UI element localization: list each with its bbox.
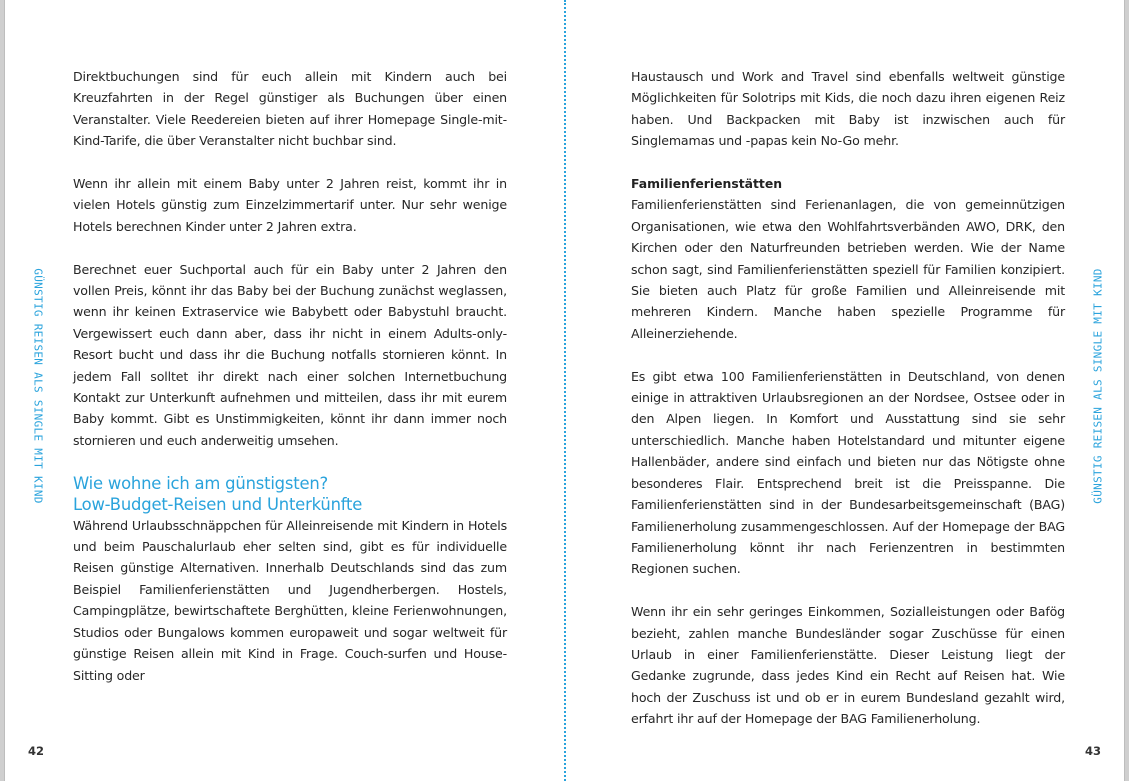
running-header-left: GÜNSTIG REISEN ALS SINGLE MIT KIND — [31, 268, 45, 504]
paragraph-cruise-bookings: Direktbuchungen sind für euch allein mit Kindern auch bei Kreuzfahrten in der Regel günstiger als Buchungen über einen Veranstalter. Viele Reedereien bieten auf ihrer Homepage Single-mit-Kind-Tarife, die über Veranstalter nicht buchbar sind. — [73, 69, 507, 149]
subheading-familienferienstaetten: Familienferienstätten — [631, 176, 783, 192]
paragraph-subsidies: Wenn ihr ein sehr geringes Einkommen, Sozialleistungen oder Bafög bezieht, zahlen manche Bundesländer sogar Zuschüsse für einen Urlaub in einer Familienferienstätte. Dieser Leistung liegt der Gedanke zugrunde, dass jedes Kind ein Recht auf Reisen hat. Wie hoch der Zuschuss ist und ob er in eurem Bundesland gezahlt wird, erfahrt ihr auf der Homepage der BAG Familienerholung. — [631, 604, 1065, 727]
left-text-column — [73, 66, 507, 686]
paragraph-count: Es gibt etwa 100 Familienferienstätten in Deutschland, von denen einige in attraktiven Urlaubsregionen an der Nordsee, Ostsee oder in den Alpen liegen. In Komfort und Ausstattung sind sie sehr unterschiedlich. Manche haben Hotelstandard und mitunter eigene Hallenbäder, andere sind einfach und bieten nur das Nötigste ohne besonderes Flair. Entsprechend breit ist die Preisspanne. Die Familienferienstätten sind in der Bundesarbeitsgemeinschaft (BAG) Familienerholung zusammengeschlossen. Auf der Homepage der BAG Familienerholung könnt ihr nach Ferienzentren in bestimmten Regionen suchen. — [631, 368, 1065, 577]
paragraph-definition: Familienferienstätten sind Ferienanlagen, die von gemeinnützigen Organisationen, wie etwa den Wohlfahrtsverbänden AWO, DRK, den Kirchen oder den Naturfreunden betrieben werden. Wie der Name schon sagt, sind Familienferienstätten speziell für Familien konzipiert. Sie bieten auch Platz für große Familien und Alleinreisende mit mehreren Kindern. Manche haben spezielle Programme für Alleinerziehende. — [631, 197, 1065, 341]
section-heading — [73, 473, 507, 515]
running-header-right: GÜNSTIG REISEN ALS SINGLE MIT KIND — [1091, 268, 1105, 504]
right-text-column — [631, 66, 1065, 730]
right-page — [566, 0, 1125, 781]
left-page — [4, 0, 564, 781]
section-heading-line1: Wie wohne ich am günstigsten? — [73, 473, 329, 493]
paragraph-house-swap: Haustausch und Work and Travel sind ebenfalls weltweit günstige Möglichkeiten für Solotrips mit Kids, die noch dazu ihren eigenen Reiz haben. Und Backpacken mit Baby ist inzwischen auch für Singlemamas und -papas kein No-Go mehr. — [631, 69, 1065, 149]
page-number-left: 42 — [28, 744, 45, 758]
paragraph-low-budget: Während Urlaubsschnäppchen für Alleinreisende mit Kindern in Hotels und beim Pauschalurlaub eher selten sind, gibt es für individuelle Reisen günstige Alternativen. Innerhalb Deutschlands sind das zum Beispiel Familienferienstätten und Jugendherbergen. Hostels, Campingplätze, bewirtschaftete Berghütten, kleine Ferienwohnungen, Studios oder Bungalows kommen europaweit und sogar weltweit für günstige Reisen allein mit Kind in Frage. Couch-surfen und House-Sitting oder — [73, 517, 507, 683]
section-heading-line2: Low-Budget-Reisen und Unterkünfte — [73, 494, 363, 514]
page-number-right: 43 — [1084, 744, 1101, 758]
paragraph-baby-hotel-rate: Wenn ihr allein mit einem Baby unter 2 Jahren reist, kommt ihr in vielen Hotels günstig zum Einzelzimmertarif unter. Nur sehr wenige Hotels berechnen Kinder unter 2 Jahren extra. — [73, 176, 507, 234]
paragraph-booking-portal: Berechnet euer Suchportal auch für ein Baby unter 2 Jahren den vollen Preis, könnt ihr das Baby bei der Buchung zunächst weglassen, wenn ihr keinen Extraservice wie Babybett oder Babystuhl braucht. Vergewissert euch dann aber, dass ihr nicht in einem Adults-only-Resort bucht und dass ihr die Buchung notfalls stornieren könnt. In jedem Fall solltet ihr direkt nach einer solchen Internetbuchung Kontakt zur Unterkunft aufnehmen und mitteilen, dass ihr mit eurem Baby kommt. Gibt es Unstimmigkeiten, könnt ihr dann immer noch stornieren und euch anderweitig umsehen. — [73, 261, 507, 448]
